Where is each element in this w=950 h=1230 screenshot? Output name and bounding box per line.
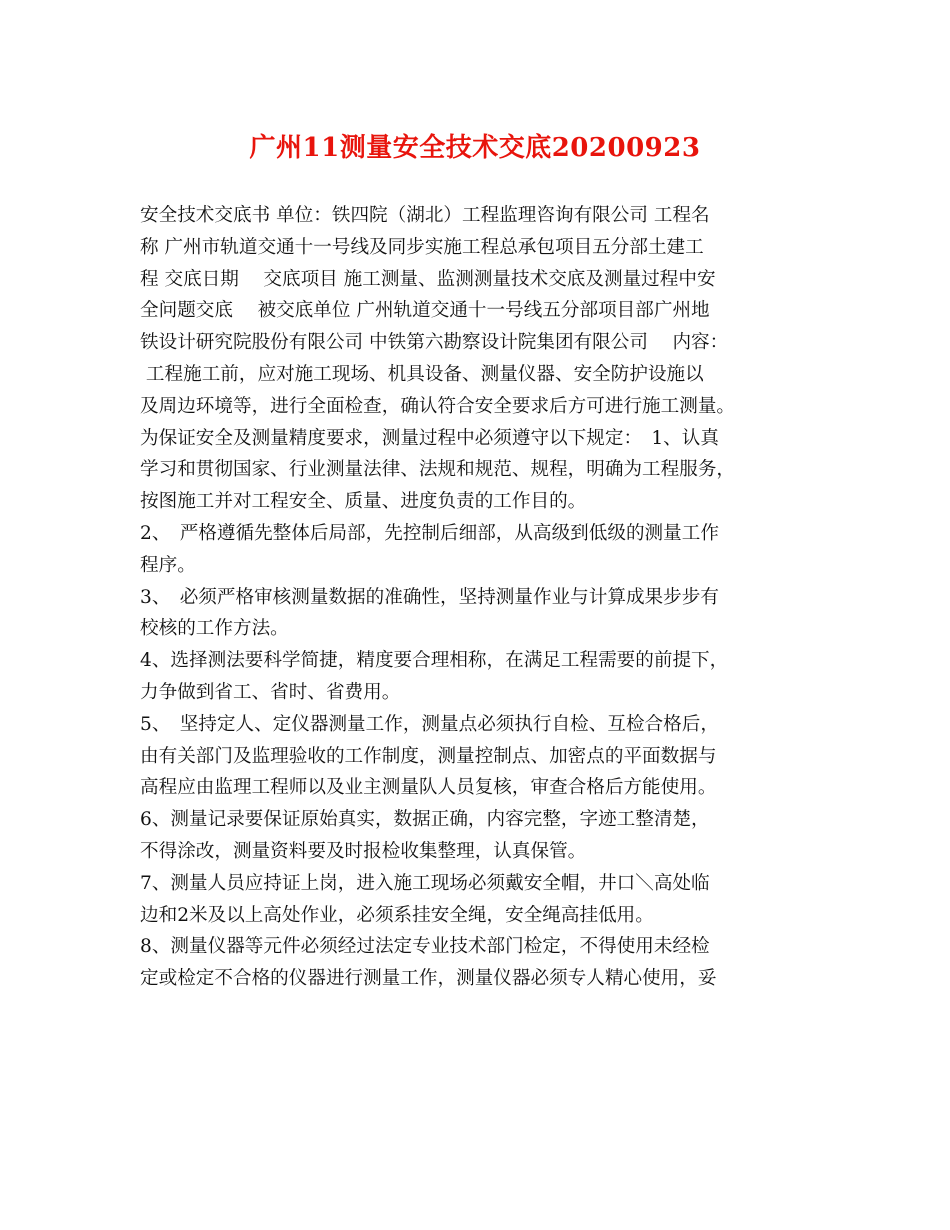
body-line: 4、选择测法要科学简捷，精度要合理相称，在满足工程需要的前提下， bbox=[140, 650, 729, 672]
body-line: 7、测量人员应持证上岗，进入施工现场必须戴安全帽，井口＼高处临 bbox=[140, 872, 710, 894]
body-line: 5、 坚持定人、定仪器测量工作，测量点必须执行自检、互检合格后， bbox=[140, 713, 719, 735]
body-line: 工程施工前，应对施工现场、机具设备、测量仪器、安全防护设施以 bbox=[140, 363, 704, 385]
body-line: 力争做到省工、省时、省费用。 bbox=[140, 681, 401, 703]
body-line: 称 广州市轨道交通十一号线及同步实施工程总承包项目五分部土建工 bbox=[140, 236, 704, 258]
document-title: 广州11测量安全技术交底20200923 bbox=[249, 133, 701, 163]
body-line: 程序。 bbox=[140, 554, 196, 576]
body-line: 8、测量仪器等元件必须经过法定专业技术部门检定，不得使用未经检 bbox=[140, 936, 710, 958]
body-line: 高程应由监理工程师以及业主测量队人员复核，审查合格后方能使用。 bbox=[140, 777, 717, 799]
body-line: 边和2米及以上高处作业，必须系挂安全绳，安全绳高挂低用。 bbox=[140, 904, 654, 926]
document-body bbox=[140, 200, 830, 995]
body-line: 校核的工作方法。 bbox=[140, 618, 289, 640]
body-line: 安全技术交底书 单位：铁四院（湖北）工程监理咨询有限公司 工程名 bbox=[140, 205, 710, 226]
body-line: 定或检定不合格的仪器进行测量工作，测量仪器必须专人精心使用，妥 bbox=[140, 968, 717, 990]
body-line: 按图施工并对工程安全、质量、进度负责的工作目的。 bbox=[140, 491, 587, 513]
body-line: 由有关部门及监理验收的工作制度，测量控制点、加密点的平面数据与 bbox=[140, 745, 717, 767]
body-line: 全问题交底 被交底单位 广州轨道交通十一号线五分部项目部广州地 bbox=[140, 300, 710, 322]
body-line: 铁设计研究院股份有限公司 中铁第六勘察设计院集团有限公司 内容： bbox=[140, 332, 729, 354]
body-line: 2、 严格遵循先整体后局部，先控制后细部，从高级到低级的测量工作 bbox=[140, 522, 719, 544]
body-line: 3、 必须严格审核测量数据的准确性，坚持测量作业与计算成果步步有 bbox=[140, 586, 719, 608]
body-line: 6、测量记录要保证原始真实，数据正确，内容完整，字迹工整清楚， bbox=[140, 809, 710, 831]
body-line: 及周边环境等，进行全面检查，确认符合安全要求后方可进行施工测量。 bbox=[140, 395, 736, 417]
body-line: 不得涂改，测量资料要及时报检收集整理，认真保管。 bbox=[140, 840, 587, 862]
body-line: 程 交底日期 交底项目 施工测量、监测测量技术交底及测量过程中安 bbox=[140, 268, 716, 290]
body-line: 学习和贯彻国家、行业测量法律、法规和规范、规程，明确为工程服务， bbox=[140, 459, 736, 481]
body-line: 为保证安全及测量精度要求，测量过程中必须遵守以下规定： 1、认真 bbox=[140, 427, 719, 449]
